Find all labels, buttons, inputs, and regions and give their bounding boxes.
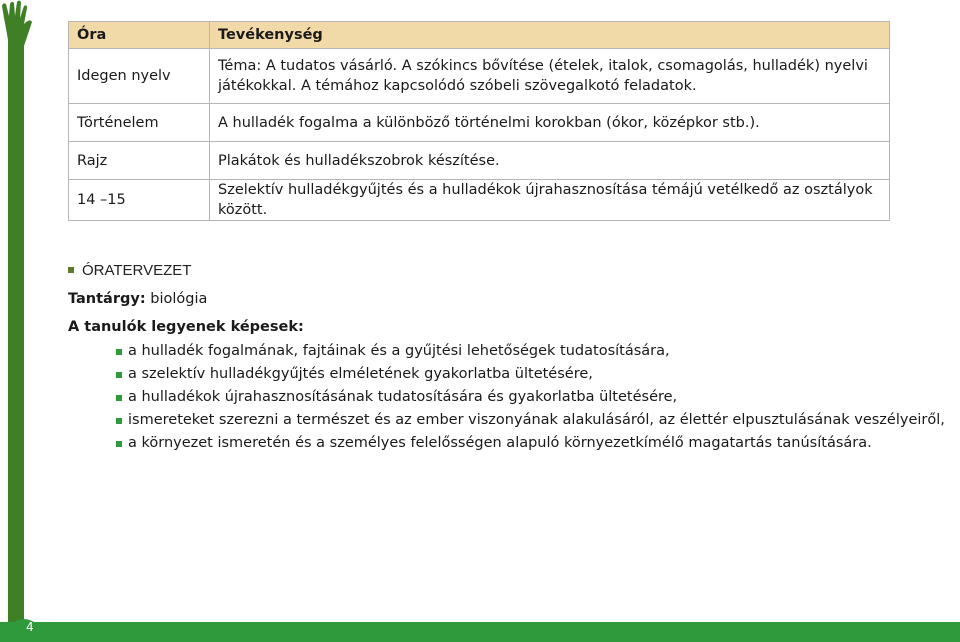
activity-line: játékokkal. A témához kapcsolódó szóbeli szövegalkotó feladatok. bbox=[218, 78, 697, 94]
page-number: 4 bbox=[26, 620, 34, 634]
square-bullet-icon bbox=[116, 441, 122, 447]
goal-text: a környezet ismeretén és a személyes felelősségen alapuló környezetkímélő magatartás tanúsítására. bbox=[128, 435, 872, 451]
activity-table bbox=[68, 21, 890, 221]
table-row bbox=[69, 104, 890, 142]
row-subject: 14 –15 bbox=[69, 180, 210, 221]
square-bullet-icon bbox=[68, 267, 74, 273]
header-ora: Óra bbox=[69, 22, 210, 49]
table-header-row bbox=[69, 22, 890, 49]
section-heading-text: ÓRATERVEZET bbox=[82, 261, 192, 279]
goal-text: ismereteket szerezni a természet és az ember viszonyának alakulásáról, az élettér elpusztulásának veszélyeiről, bbox=[128, 412, 945, 428]
row-subject: Rajz bbox=[69, 142, 210, 180]
list-item bbox=[116, 363, 938, 386]
table-row bbox=[69, 142, 890, 180]
activity-line: Téma: A tudatos vásárló. A szókincs bővítése (ételek, italok, csomagolás, hulladék) nyelvi bbox=[218, 58, 868, 74]
list-item bbox=[116, 340, 938, 363]
green-hand-illustration bbox=[0, 0, 34, 642]
square-bullet-icon bbox=[116, 395, 122, 401]
lesson-plan-section bbox=[68, 260, 945, 455]
row-subject: Idegen nyelv bbox=[69, 49, 210, 104]
goal-text: a szelektív hulladékgyűjtés elméletének gyakorlatba ültetésére, bbox=[128, 366, 593, 382]
goals-list bbox=[68, 340, 945, 455]
table-row bbox=[69, 180, 890, 221]
subject-line bbox=[68, 289, 938, 309]
list-item bbox=[116, 409, 945, 432]
subject-label: Tantárgy: bbox=[68, 291, 146, 307]
square-bullet-icon bbox=[116, 418, 122, 424]
list-item bbox=[116, 432, 938, 455]
row-subject: Történelem bbox=[69, 104, 210, 142]
subject-value: biológia bbox=[150, 291, 208, 307]
header-tevekenyseg: Tevékenység bbox=[210, 22, 890, 49]
row-activity bbox=[210, 49, 890, 104]
row-activity: Szelektív hulladékgyűjtés és a hulladékok újrahasznosítása témájú vetélkedő az osztályok között. bbox=[210, 180, 890, 221]
square-bullet-icon bbox=[116, 372, 122, 378]
row-activity: Plakátok és hulladékszobrok készítése. bbox=[210, 142, 890, 180]
row-activity: A hulladék fogalma a különböző történelmi korokban (ókor, középkor stb.). bbox=[210, 104, 890, 142]
square-bullet-icon bbox=[116, 349, 122, 355]
list-item bbox=[116, 386, 938, 409]
goal-text: a hulladék fogalmának, fajtáinak és a gyűjtési lehetőségek tudatosítására, bbox=[128, 343, 670, 359]
bottom-green-bar bbox=[0, 618, 960, 642]
goal-text: a hulladékok újrahasznosításának tudatosítására és gyakorlatba ültetésére, bbox=[128, 389, 678, 405]
section-heading bbox=[68, 260, 938, 280]
table-row bbox=[69, 49, 890, 104]
goals-title: A tanulók legyenek képesek: bbox=[68, 319, 304, 335]
